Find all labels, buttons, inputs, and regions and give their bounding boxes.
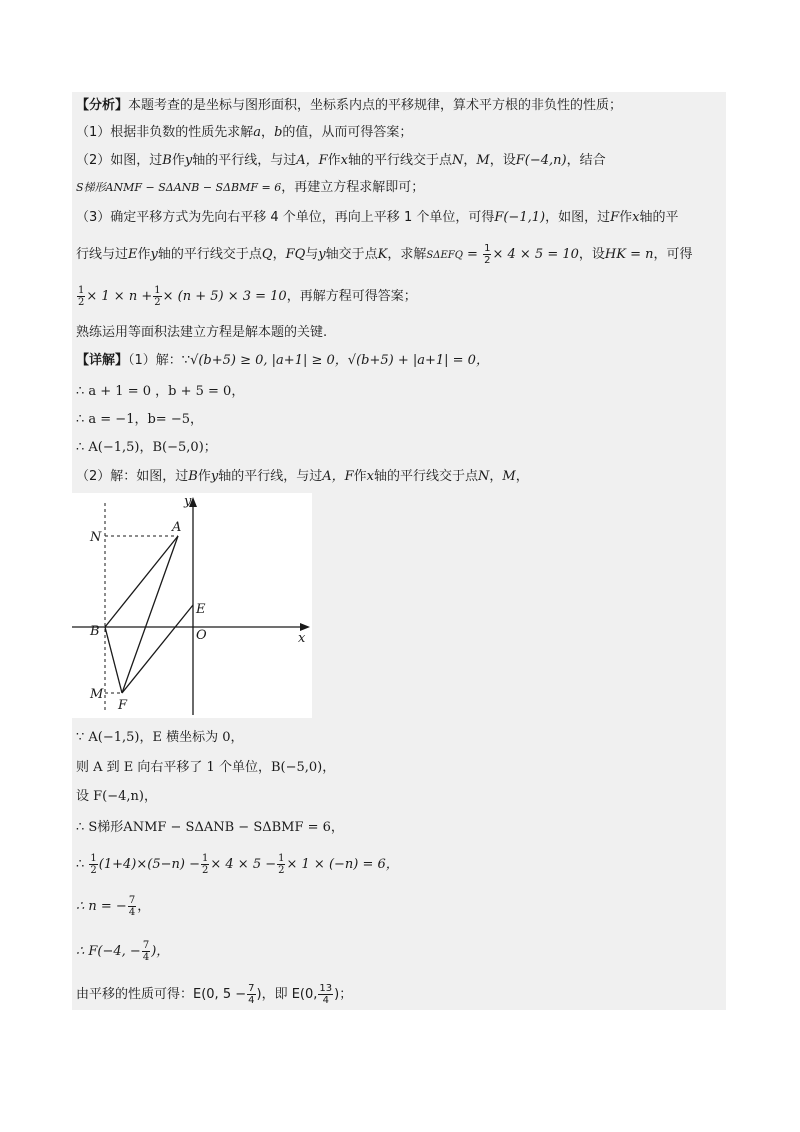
p2-y: y	[184, 153, 193, 168]
label-E: E	[196, 602, 206, 617]
after5-frac1-num: 1	[90, 853, 97, 864]
after8-num2: 13	[319, 983, 333, 994]
p3b-mid: 轴的平行线交于点	[157, 247, 262, 262]
p3-tail3: 轴的平	[639, 210, 679, 225]
after6-frac	[128, 895, 136, 918]
after5-rest: (1+4)×(5−n) −	[98, 857, 200, 872]
analysis-part3c	[76, 285, 417, 308]
analysis-part2-formula	[76, 180, 424, 196]
label-O: O	[196, 628, 207, 643]
after5-frac2-num: 1	[201, 853, 209, 864]
d5-y: y	[210, 469, 219, 484]
coordinate-figure	[72, 493, 312, 718]
sep: ，	[261, 125, 275, 140]
after8-den: 4	[248, 995, 255, 1006]
d5-zuo: 作	[197, 469, 211, 484]
after7-tail: )，	[151, 944, 170, 959]
d5-mid: 轴的平行线，与过	[218, 469, 323, 484]
p3-tail: ，如图，过	[545, 210, 611, 225]
p2-mid: 轴的平行线，与过	[192, 153, 297, 168]
p3b-frac-num: 1	[484, 243, 491, 254]
p3c-frac1-den: 2	[78, 297, 85, 308]
after-line-4: ∴ S梯形ANMF − SΔANB − SΔBMF = 6，	[76, 820, 344, 835]
p2-zuo: 作	[171, 153, 185, 168]
analysis-conclusion: 熟练运用等面积法建立方程是解本题的关键.	[76, 325, 328, 340]
segment-BF	[105, 627, 122, 693]
x-axis-arrow	[300, 623, 310, 631]
p2-AF: A，F	[296, 153, 328, 168]
p2-end: ，结合	[566, 153, 606, 168]
after7-num: 7	[142, 940, 150, 951]
p2-M: M	[476, 153, 490, 168]
after5-rest3: × 1 × (−n) = 6，	[286, 857, 399, 872]
label-A: A	[172, 520, 182, 535]
after8-num: 7	[248, 983, 255, 994]
after7-frac	[142, 940, 150, 963]
after5-frac1-den: 2	[90, 865, 97, 876]
p3b-tail: ，可得	[653, 247, 693, 262]
figure-svg	[72, 493, 312, 718]
p3b-K: K	[377, 247, 388, 262]
after-line-5	[76, 853, 399, 876]
part1-tail: 的值，从而可得答案；	[282, 125, 413, 140]
after-line-6	[76, 895, 150, 918]
label-N: N	[90, 530, 102, 545]
detail-line-3: ∴ a = −1，b= −5，	[76, 412, 203, 427]
after5-frac3	[277, 853, 285, 876]
p2-formula-tail: ，再建立方程求解即可；	[281, 180, 425, 195]
analysis-part2: （2）如图，过B作y轴的平行线，与过A，F作x轴的平行线交于点N，M，设F(−4,n)，结合	[76, 153, 606, 168]
detail-d1-expr: √(b+5) ≥ 0, |a+1| ≥ 0	[190, 353, 335, 368]
label-B: B	[90, 624, 100, 639]
p2-formula: S梯形ANMF − SΔANB − SΔBMF = 6	[76, 181, 282, 194]
detail-line-5: （2）解：如图，过B作y轴的平行线，与过A，F作x轴的平行线交于点N，M，	[76, 469, 529, 484]
after-line-3: 设 F(−4,n)，	[76, 789, 157, 804]
analysis-part3b: 行线与过E作y轴的平行线交于点Q，FQ与y轴交于点K，求解SΔEFQ = $\frac{1}{2}$ × 4 × 5 = 10，设HK = n，可得	[76, 243, 693, 266]
p3c-tail: ，再解方程可得答案；	[286, 289, 417, 304]
d5-head: （2）解：如图，过	[76, 469, 189, 484]
after5-frac3-num: 1	[278, 853, 285, 864]
after6-den: 4	[128, 907, 136, 918]
detail-tag: 【详解】	[76, 353, 129, 368]
p3-x: x	[632, 210, 640, 225]
after8-frac2	[318, 983, 333, 1006]
p3b-Q: Q	[261, 247, 273, 262]
p3c-eq: × 1 × n +	[86, 289, 153, 304]
analysis-summary: 本题考查的是坐标与图形面积，坐标系内点的平移规律，算术平方根的非负性的性质；	[128, 98, 623, 113]
analysis-part3	[76, 210, 679, 226]
d5-zuo2: 作	[353, 469, 367, 484]
after-line-7	[76, 940, 169, 963]
d5-B: B	[188, 469, 198, 484]
p2-N: N	[452, 153, 464, 168]
p3c-frac1-num: 1	[78, 285, 85, 296]
after5-frac3-den: 2	[278, 865, 285, 876]
after5-frac2	[201, 853, 209, 876]
p3b-frac	[483, 243, 491, 266]
p3b-eq-rest: × 4 × 5 = 10	[492, 247, 579, 262]
after8-tail: )；	[334, 987, 353, 1002]
p3b-head: 行线与过	[76, 247, 129, 262]
p3b-yu: 与	[305, 247, 319, 262]
segment-BA	[105, 536, 178, 627]
part1-text: （1）根据非负数的性质先求解	[76, 125, 254, 140]
segment-AF	[122, 536, 178, 693]
p3c-frac2-num: 1	[154, 285, 161, 296]
p3-F: F(−1,1)	[494, 210, 546, 225]
p3-F2: F	[610, 210, 620, 225]
p3b-FQ: FQ	[285, 247, 306, 262]
after8-mid: )，即 E(0,	[256, 987, 318, 1002]
d5-AF: A，F	[322, 469, 354, 484]
after5-pre: ∴	[76, 857, 85, 872]
label-y: y	[184, 494, 192, 509]
d5-tail: 轴的平行线交于点	[374, 469, 479, 484]
after-line-1: ∵ A(−1,5)，E 横坐标为 0，	[76, 730, 244, 745]
p3c-frac2-den: 2	[154, 297, 161, 308]
p2-zuo2: 作	[327, 153, 341, 168]
p3-tail2: 作	[619, 210, 633, 225]
analysis-tag: 【分析】	[76, 98, 129, 113]
p3c-frac1	[77, 285, 85, 308]
p3b-solve: ，求解	[387, 247, 427, 262]
p3c-eq2: × (n + 5) × 3 = 10	[162, 289, 287, 304]
d5-x: x	[366, 469, 375, 484]
detail-d1-expr2: ，√(b+5) + |a+1| = 0，	[334, 353, 489, 368]
p3b-zuo: 作	[137, 247, 151, 262]
label-M: M	[90, 687, 104, 702]
after7-pre: ∴ F(−4, −	[76, 944, 141, 959]
label-x: x	[298, 631, 306, 646]
p2-head: （2）如图，过	[76, 153, 163, 168]
label-F: F	[118, 698, 128, 713]
detail-line-1	[76, 353, 489, 369]
p3b-E: E	[128, 247, 138, 262]
p2-B: B	[162, 153, 172, 168]
analysis-part1	[76, 125, 412, 141]
var-b: b	[274, 125, 283, 140]
after6-pre: ∴ n = −	[76, 899, 127, 914]
p3b-y2: y	[318, 247, 326, 262]
after8-frac	[247, 983, 255, 1006]
detail-line-2: ∴ a + 1 = 0 ，b + 5 = 0，	[76, 384, 245, 399]
d5-M: M	[502, 469, 516, 484]
p3b-set: ，设	[578, 247, 605, 262]
after8-den2: 4	[322, 995, 329, 1006]
p2-F: F(−4,n)	[515, 153, 567, 168]
detail-line-4: ∴ A(−1,5)，B(−5,0)；	[76, 440, 217, 455]
after6-tail: ，	[137, 899, 151, 914]
p3b-S: SΔEFQ	[426, 250, 463, 261]
after5-rest2: × 4 × 5 −	[210, 857, 277, 872]
d5-N: N	[478, 469, 490, 484]
after-line-2: 则 A 到 E 向右平移了 1 个单位，B(−5,0)，	[76, 760, 336, 775]
p3b-frac-den: 2	[484, 255, 491, 266]
p3b-y: y	[150, 247, 158, 262]
segment-FE	[122, 605, 193, 693]
p2-set: ，设	[489, 153, 516, 168]
after6-num: 7	[128, 895, 136, 906]
p3c-frac2	[153, 285, 161, 308]
p3b-mid2: 轴交于点	[325, 247, 378, 262]
var-a: a	[253, 125, 262, 140]
after8-head: 由平移的性质可得：E(0, 5 −	[76, 987, 247, 1002]
p3b-HK: HK = n	[604, 247, 654, 262]
after5-frac1	[89, 853, 97, 876]
p3-head: （3）确定平移方式为先向右平移 4 个单位，再向上平移 1 个单位，可得	[76, 210, 495, 225]
p2-tail: 轴的平行线交于点	[348, 153, 453, 168]
detail-d1-head: （1）解：∵	[128, 353, 191, 368]
p2-x: x	[340, 153, 349, 168]
after-line-8	[76, 983, 352, 1006]
after5-frac2-den: 2	[201, 865, 209, 876]
after7-den: 4	[142, 952, 150, 963]
d5-end: ，	[515, 469, 529, 484]
analysis-heading-line	[76, 98, 622, 114]
